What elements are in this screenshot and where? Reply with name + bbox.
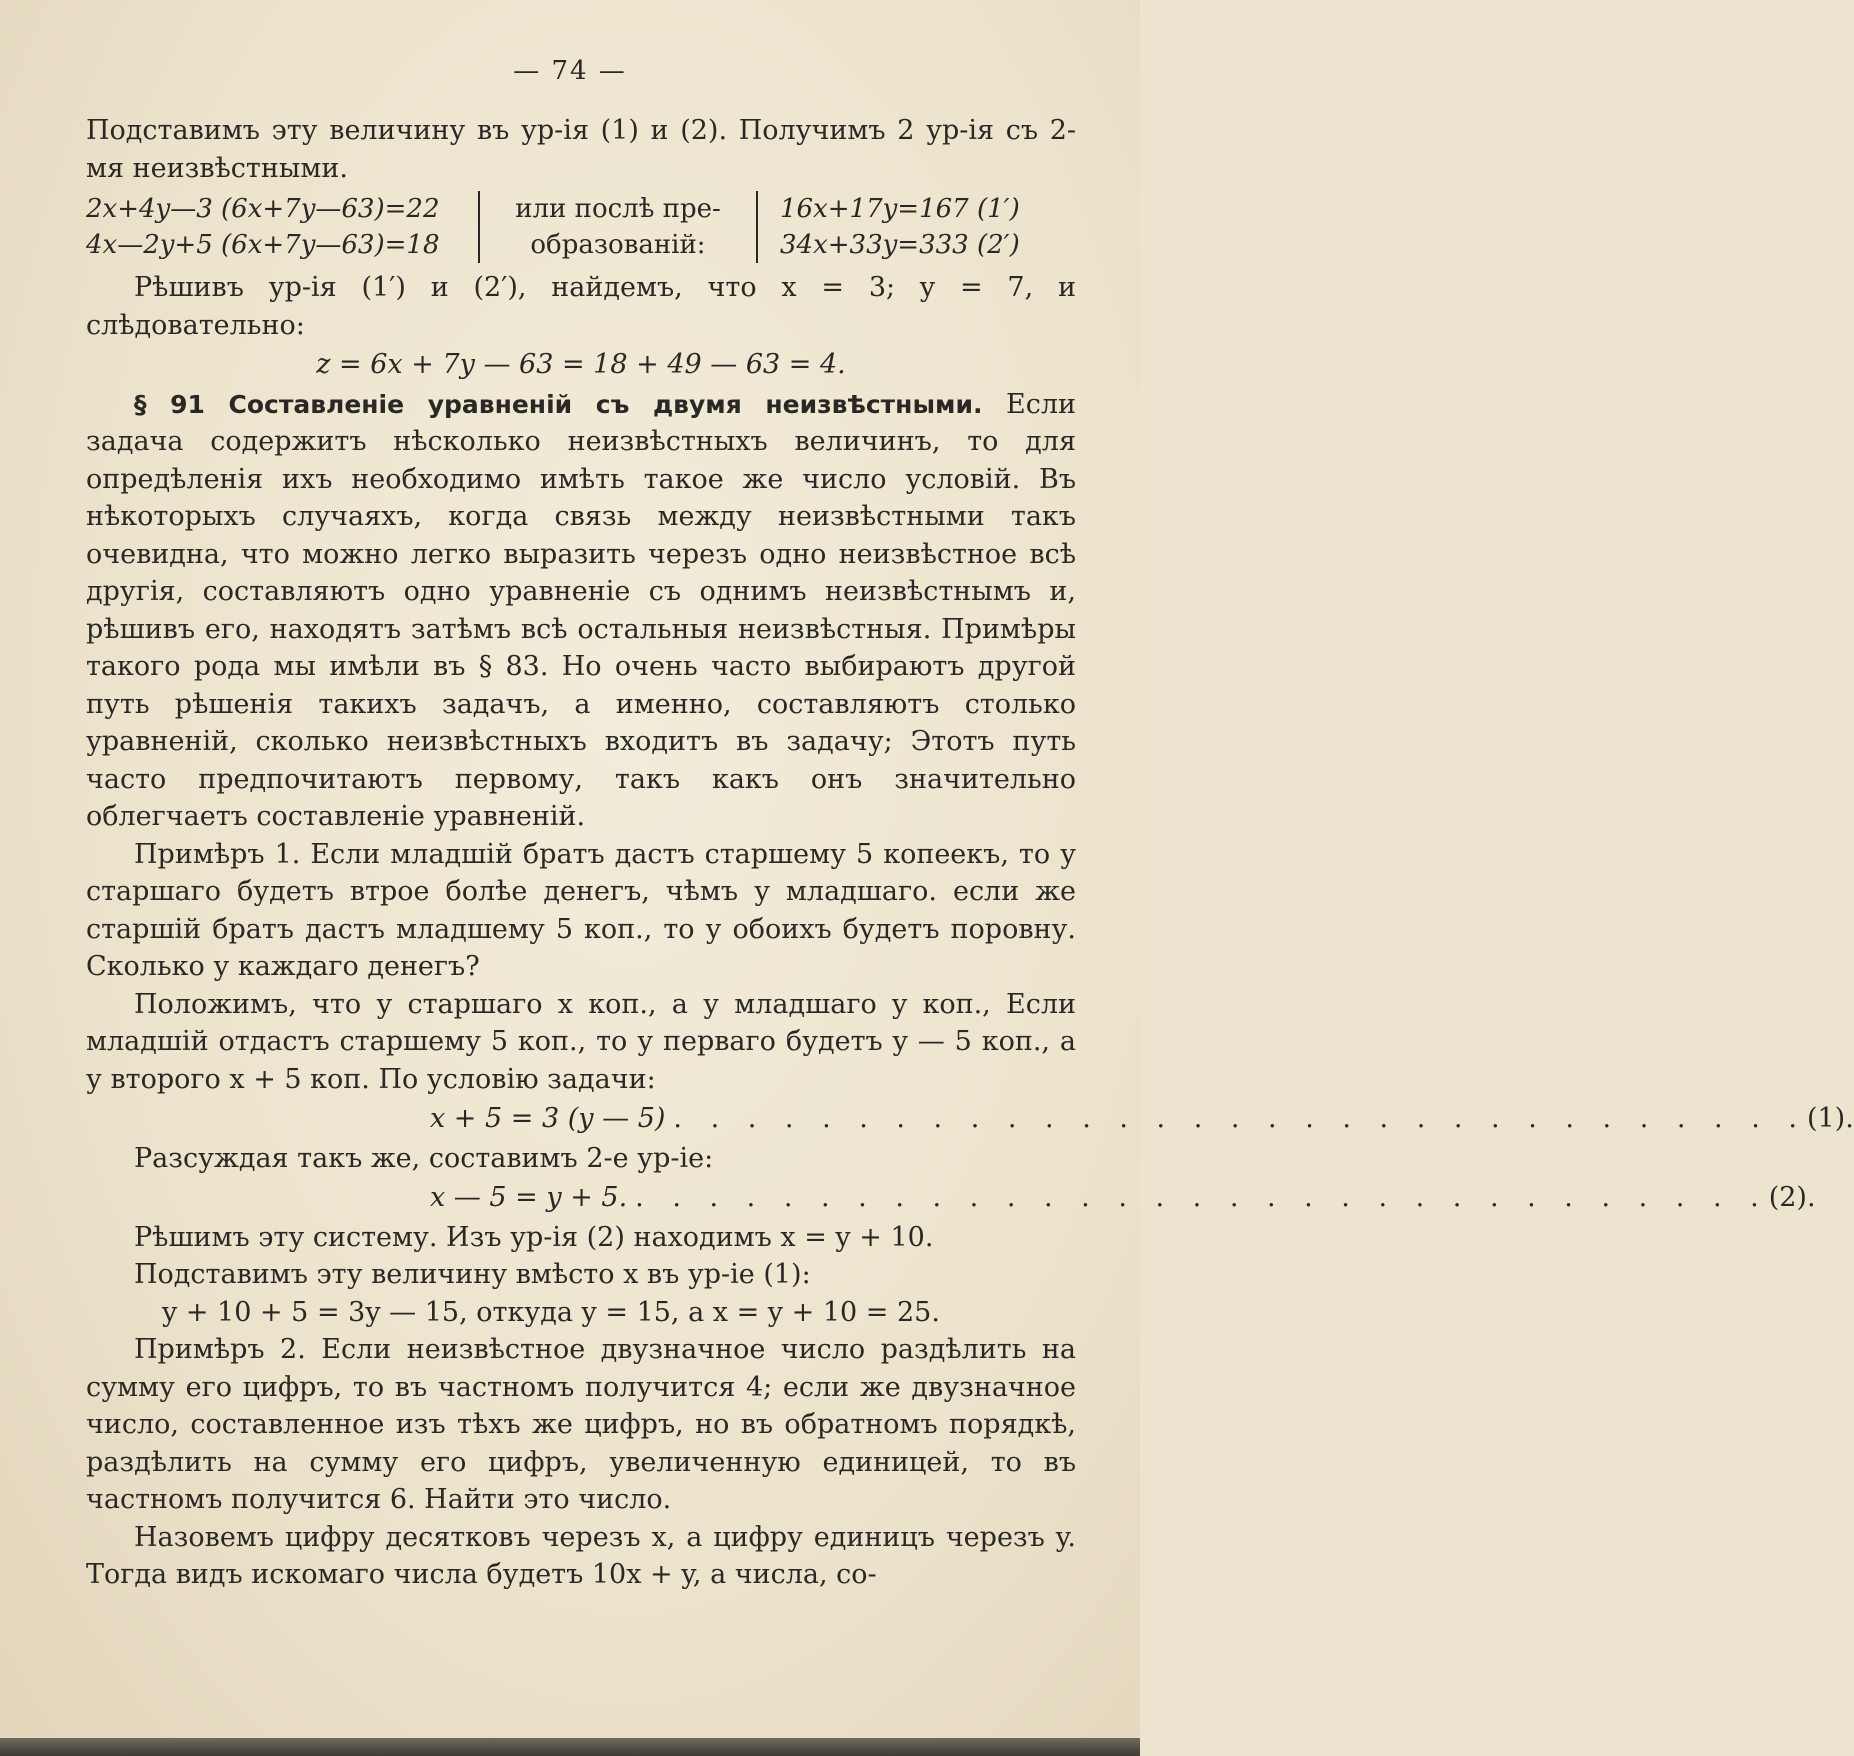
equation-1-number: (1). [1806, 1103, 1854, 1134]
equation-line: 2x+4y—3 (6x+7y—63)=22 [86, 194, 440, 224]
equation-1 [86, 1100, 1854, 1138]
section-heading: § 91 Составленіе уравненій съ двумя неизвѣстными. [134, 389, 983, 419]
transformation-note [480, 191, 758, 263]
paragraph-solve-2: Подставимъ эту величину вмѣсто x въ ур-іе (1): [134, 1259, 811, 1290]
paragraph-suppose: Положимъ, что у старшаго x коп., а у младшаго y коп., Если младшій отдастъ старшему 5 коп., то у перваго будетъ y — 5 коп., а у второго x + 5 коп. По условію задачи: [86, 988, 1076, 1095]
equation-3: y + 10 + 5 = 3y — 15, откуда y = 15, а x = y + 10 = 25. [162, 1296, 940, 1328]
transformed-equations [758, 191, 1056, 263]
original-equations [86, 191, 480, 263]
equation-system [86, 191, 1076, 263]
paragraph-solution: Рѣшивъ ур-ія (1′) и (2′), найдемъ, что x = 3; y = 7, и слѣдовательно: [86, 272, 1076, 341]
paragraph-last: Назовемъ цифру десятковъ черезъ x, а цифру единицъ черезъ y. Тогда видъ искомаго числа будетъ 10x + y, а числа, со- [86, 1521, 1076, 1590]
note-line: образованій: [530, 230, 706, 260]
section-91 [86, 386, 1076, 836]
leader-dots: . . . . . . . . . . . . . . . . . . . . . . . . . . . . . . . [673, 1103, 1807, 1134]
equation-line: 16x+17y=167 (1′) [780, 194, 1020, 224]
paragraph-reason: Разсуждая такъ же, составимъ 2-е ур-іе: [134, 1142, 714, 1174]
equation-line: 34x+33y=333 (2′) [780, 230, 1020, 260]
formula-z: z = 6x + 7y — 63 = 18 + 49 — 63 = 4. [316, 349, 846, 380]
equation-line: 4x—2y+5 (6x+7y—63)=18 [86, 230, 440, 260]
page-content [86, 112, 1854, 1594]
leader-dots: . . . . . . . . . . . . . . . . . . . . . . . . . . . . . . . [635, 1182, 1769, 1213]
example-2: Примѣръ 2. Если неизвѣстное двузначное число раздѣлить на сумму его цифръ, то въ частномъ получится 4; если же двузначное число, составленное изъ тѣхъ же цифръ, но въ обратномъ порядкѣ, раздѣлить на сумму его цифръ, увеличенную единицей, то въ частномъ получится 6. Найти это число. [86, 1334, 1076, 1515]
paragraph-substitute: Подставимъ эту величину въ ур-ія (1) и (2). Получимъ 2 ур-ія съ 2-мя неизвѣстными. [86, 115, 1076, 184]
scan-edge [0, 1738, 1140, 1756]
equation-2 [86, 1179, 1816, 1217]
paragraph-solve-1: Рѣшимъ эту систему. Изъ ур-ія (2) находимъ x = y + 10. [134, 1221, 934, 1253]
equation-2-expr: x — 5 = y + 5. [430, 1182, 628, 1213]
note-line: или послѣ пре- [515, 194, 721, 224]
section-text: Если задача содержитъ нѣсколько неизвѣстныхъ величинъ, то для опредѣленія ихъ необходимо имѣть такое же число условій. Въ нѣкоторыхъ случаяхъ, когда связь между неизвѣстными такъ очевидна, что можно легко выразить черезъ одно неизвѣстное всѣ другія, составляютъ одно уравненіе съ однимъ неизвѣстнымъ и, рѣшивъ его, находятъ затѣмъ всѣ остальныя неизвѣстныя. Примѣры такого рода мы имѣли въ § 83. Но очень часто выбираютъ другой путь рѣшенія такихъ задачъ, а именно, составляютъ столько уравненій, сколько неизвѣстныхъ входитъ въ задачу; Этотъ путь часто предпочитаютъ первому, такъ какъ онъ значительно облегчаетъ составленіе уравненій. [86, 388, 1076, 832]
equation-1-expr: x + 5 = 3 (y — 5) [430, 1103, 666, 1134]
equation-2-number: (2). [1768, 1182, 1816, 1213]
example-1: Примѣръ 1. Если младшій братъ дастъ старшему 5 копеекъ, то у старшаго будетъ втрое болѣе денегъ, чѣмъ у младшаго. если же старшій братъ дастъ младшему 5 коп., то у обоихъ будетъ поровну. Сколько у каждаго денегъ? [86, 838, 1076, 982]
page-number: — 74 — [513, 56, 627, 86]
